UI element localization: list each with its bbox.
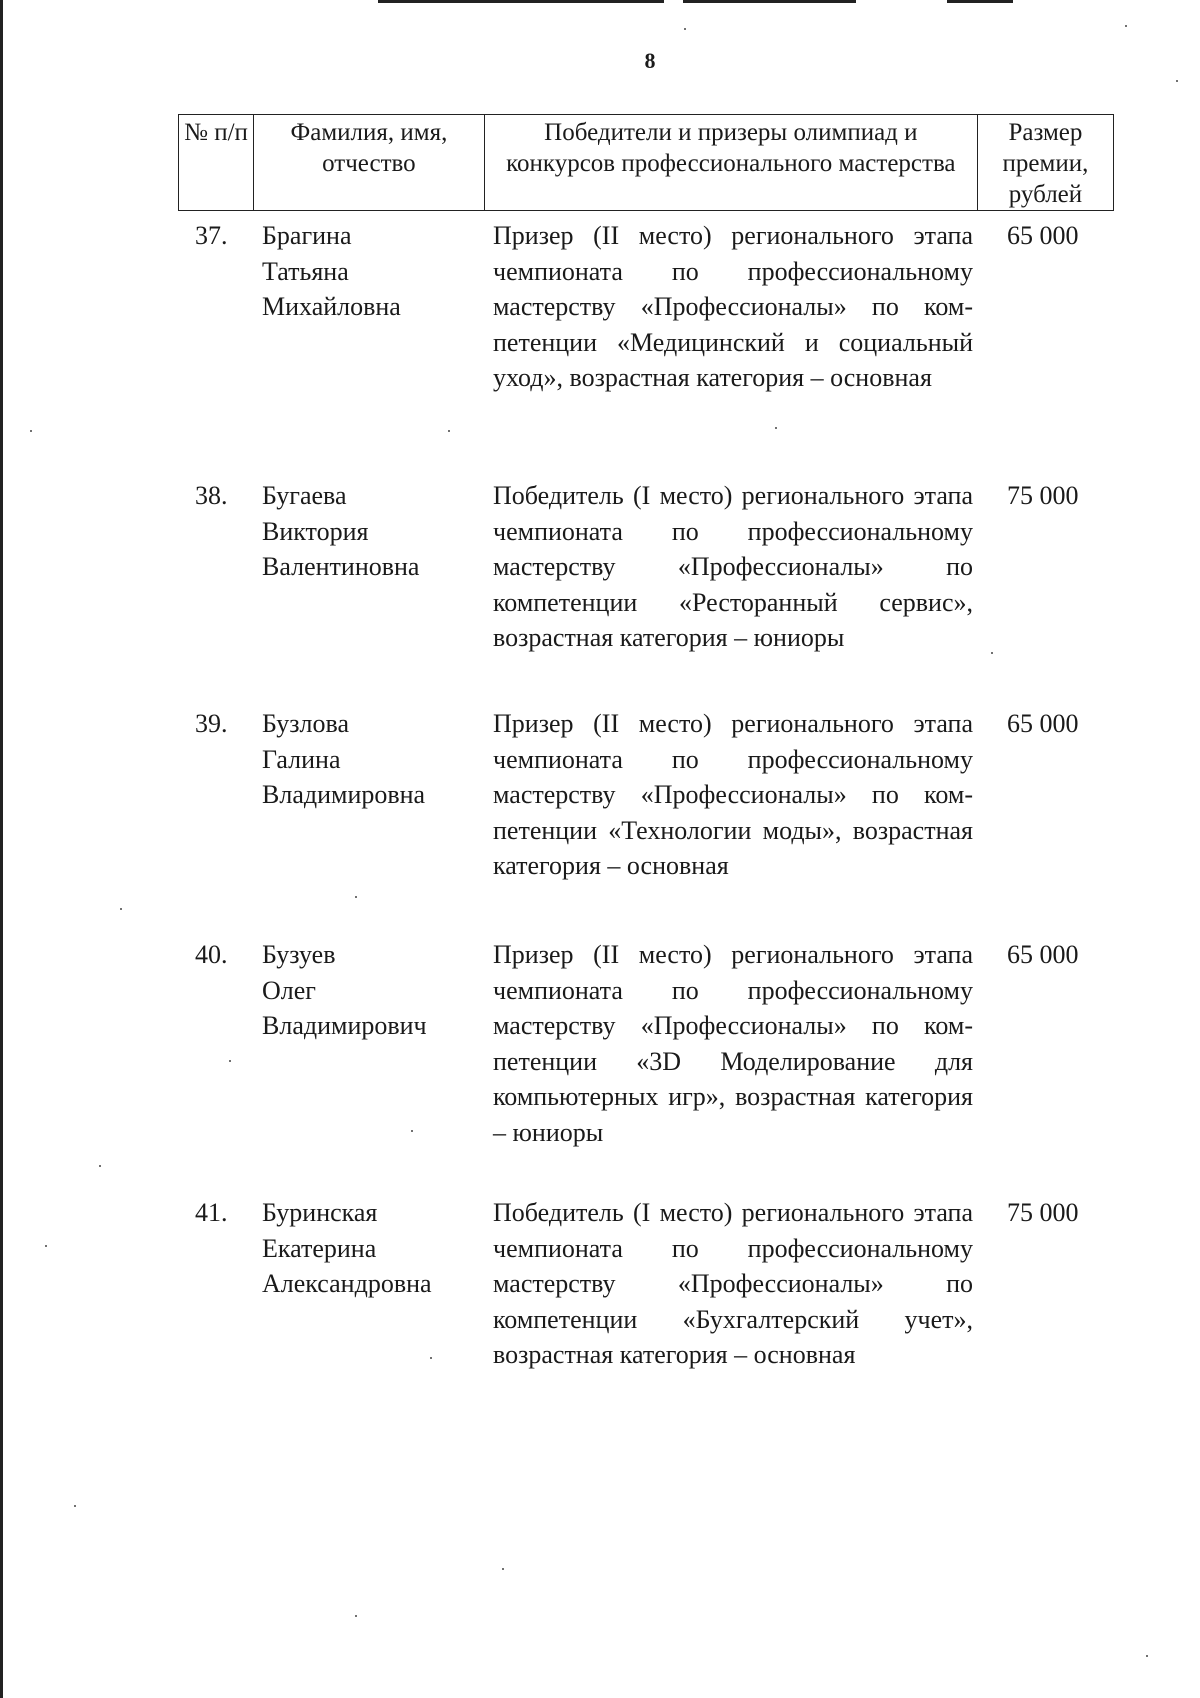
scan-speck [355,896,357,898]
patronymic: Александровна [262,1269,432,1298]
row-description: Призер (II место) регионального этапа чемпионата по профессиональному мастерству «Профессионалы» по компетенции «Медицинский и социальный уход», возрастная категория – основная [493,221,973,392]
scan-speck [448,430,450,432]
scan-speck [1146,1655,1148,1657]
top-rule-fragment [683,0,856,3]
scan-speck [502,1568,504,1570]
header-description: Победители и призеры олимпиад и конкурсов профессионального мастерства [484,115,977,211]
row-prize: 75 000 [1007,481,1079,510]
top-rule-fragment [378,0,664,3]
scan-left-edge [0,0,3,1698]
row-description: Победитель (I место) регионального этапа чемпионата по профессиональному мастерству «Профессионалы» по компетенции «Ресторанный сервис», возрастная категория – юниоры [493,481,973,652]
patronymic: Владимировна [262,780,426,809]
scan-speck [30,430,32,432]
scan-speck [430,1357,432,1359]
page-number: 8 [644,48,656,73]
header-prize: Размер премии, рублей [977,115,1113,211]
first-name: Екатерина [262,1233,377,1263]
row-name [262,1195,492,1302]
first-name: Татьяна [262,256,349,286]
table-header [178,114,1114,211]
header-name: Фамилия, имя, отчество [254,115,485,211]
row-name [262,218,492,325]
first-name: Виктория [262,516,369,546]
first-name: Олег [262,975,316,1005]
scan-speck [1125,25,1127,27]
row-number: 38. [195,481,228,510]
row-name [262,937,492,1044]
row-description: Призер (II место) регионального этапа чемпионата по профессиональному мастерству «Профессионалы» по компетенции «Технологии моды», возрастная категория – основная [493,709,973,880]
row-name [262,706,492,813]
scan-speck [355,1615,357,1617]
row-description: Победитель (I место) регионального этапа чемпионата по профессиональному мастерству «Профессионалы» по компетенции «Бухгалтерский учет», возрастная категория – основная [493,1198,973,1369]
patronymic: Михайловна [262,292,401,321]
scan-speck [74,1505,76,1507]
scan-speck [99,1165,101,1167]
scan-speck [411,1130,413,1132]
surname: Бугаева [262,481,347,510]
scan-speck [1176,80,1178,82]
surname: Бузлова [262,709,350,738]
row-prize: 75 000 [1007,1198,1079,1227]
scan-speck [991,652,993,654]
row-name [262,478,492,585]
top-rule-fragment [947,0,1013,3]
scan-speck [229,1060,231,1062]
patronymic: Владимирович [262,1011,427,1040]
row-number: 41. [195,1198,228,1227]
row-description: Призер (II место) регионального этапа чемпионата по профессиональному мастерству «Профессионалы» по компетенции «3D Моделирование для компьютерных игр», возрастная категория – юниоры [493,940,973,1147]
row-prize: 65 000 [1007,709,1079,738]
surname: Буринская [262,1198,378,1227]
surname: Брагина [262,221,352,250]
scan-speck [684,28,686,30]
patronymic: Валентиновна [262,552,420,581]
scan-speck [775,427,777,429]
header-number: № п/п [179,115,254,211]
row-number: 39. [195,709,228,738]
surname: Бузуев [262,940,336,969]
row-prize: 65 000 [1007,221,1079,250]
row-number: 37. [195,221,228,250]
row-prize: 65 000 [1007,940,1079,969]
row-number: 40. [195,940,228,969]
scan-speck [120,908,122,910]
scan-speck [45,1245,47,1247]
first-name: Галина [262,744,341,774]
